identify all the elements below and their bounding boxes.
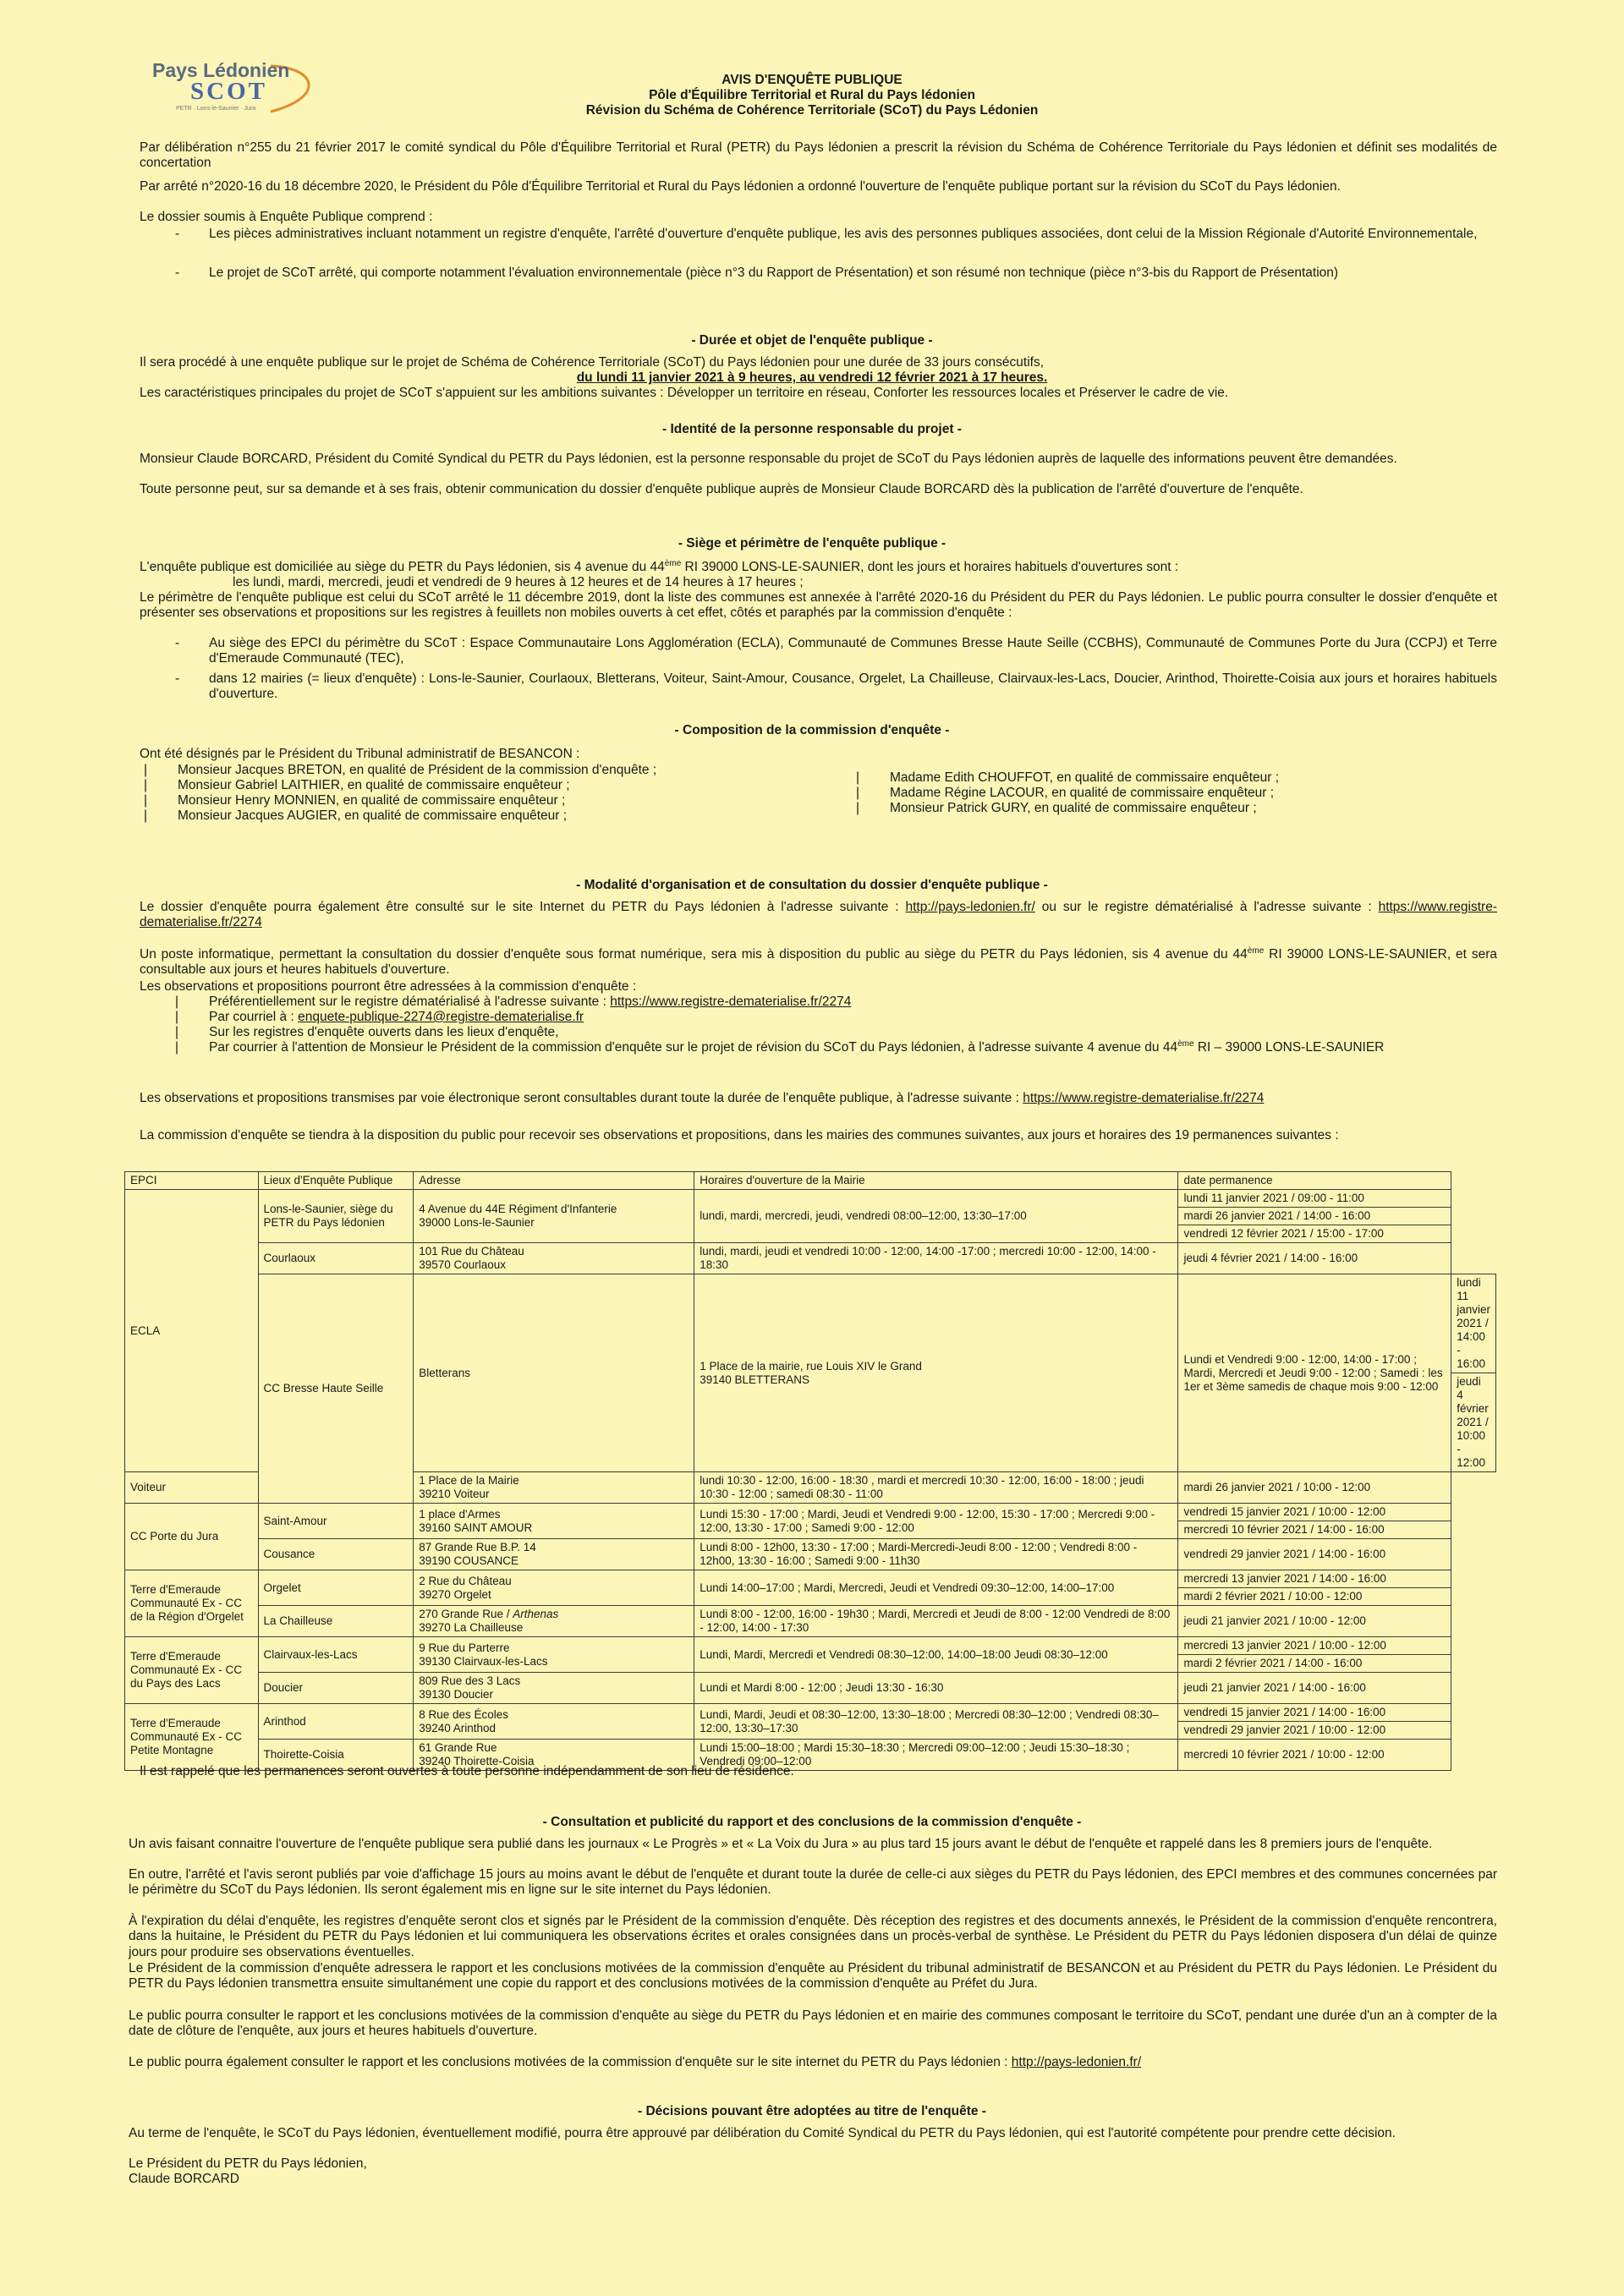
horaires-cell: Lundi 15:00–18:00 ; Mardi 15:30–18:30 ; Mercredi 09:00–12:00 ; Jeudi 15:30–18:30 ; Vendredi 09:00–12:00 bbox=[694, 1740, 1178, 1771]
member-left-3: | Monsieur Henry MONNIEN, en qualité de commissaire enquêteur ; bbox=[144, 793, 566, 808]
member-left-2: | Monsieur Gabriel LAITHIER, en qualité de commissaire enquêteur ; bbox=[144, 778, 570, 792]
date-permanence-cell: jeudi 21 janvier 2021 / 10:00 - 12:00 bbox=[1178, 1606, 1451, 1637]
siege-p1: L'enquête publique est domiciliée au siège du PETR du Pays lédonien, sis 4 avenue du 44ème RI 39000 LONS-LE-SAUNIER, dont les jours et horaires habituels d'ouvertures sont : bbox=[140, 558, 1179, 574]
siege-p2: les lundi, mardi, mercredi, jeudi et vendredi de 9 heures à 12 heures et de 14 heures à 17 heures ; bbox=[233, 575, 804, 589]
modalite-bullet-3: | Sur les registres d'enquête ouverts dans les lieux d'enquête, bbox=[175, 1025, 559, 1039]
consultation-p5: Le public pourra consulter le rapport et les conclusions motivées de la commission d'enquête au siège du PETR du Pays lédonien et en mairie des communes composant le territoire du SCoT, pendant une durée d'un an à compter de la date de clôture de l'enquête, aux jours et heures habituels d'ouverture. bbox=[129, 2008, 1497, 2039]
adresse-line: 2 Rue du Château bbox=[419, 1574, 512, 1587]
section-title-modalite: - Modalité d'organisation et de consultation du dossier d'enquête publique - bbox=[576, 878, 1048, 892]
member-right-1: | Madame Edith CHOUFFOT, en qualité de commissaire enquêteur ; bbox=[856, 770, 1280, 785]
siege-bullet-2: - dans 12 mairies (= lieux d'enquête) : Lons-le-Saunier, Courlaoux, Bletterans, Voiteur, Saint-Amour, Cousance, Orgelet, La Chailleuse, Clairvaux-les-Lacs, Doucier, Arinthod, Thoirette-Coisia aux jours et horaires habituels d'ouverture. bbox=[175, 671, 1497, 702]
identite-p1: Monsieur Claude BORCARD, Président du Comité Syndical du PETR du Pays lédonien, est la personne responsable du projet de SCoT du Pays lédonien auprès de laquelle des informations peuvent être demandées. bbox=[140, 452, 1397, 466]
table-header-row bbox=[125, 1172, 1496, 1190]
modalite-p5: La commission d'enquête se tiendra à la disposition du public pour recevoir ses observations et propositions, dans les mairies des communes suivantes, aux jours et horaires des 19 permanences suivantes : bbox=[140, 1128, 1339, 1143]
consultation-p6: Le public pourra également consulter le rapport et les conclusions motivées de la commission d'enquête sur le site internet du PETR du Pays lédonien : http://pays-ledonien.fr/ bbox=[129, 2055, 1142, 2069]
signature-name: Claude BORCARD bbox=[129, 2172, 239, 2186]
adresse-line: 39570 Courlaoux bbox=[419, 1258, 507, 1271]
lieu-cell: Doucier bbox=[258, 1673, 414, 1704]
lieu-cell: Bletterans bbox=[414, 1274, 694, 1472]
date-permanence-cell: vendredi 29 janvier 2021 / 10:00 - 12:00 bbox=[1178, 1722, 1451, 1740]
table-header-cell: Lieux d'Enquête Publique bbox=[258, 1172, 414, 1190]
adresse-line: 8 Rue des Écoles bbox=[419, 1707, 508, 1721]
date-permanence-cell: jeudi 4 février 2021 / 10:00 - 12:00 bbox=[1451, 1373, 1496, 1472]
modalite-p1: Le dossier d'enquête pourra également être consulté sur le site Internet du PETR du Pays lédonien à l'adresse suivante : http://pays-ledonien.fr/ ou sur le registre dématérialisé à l'adresse suivante : https://www.registre-dematerialise.fr/2274 bbox=[140, 900, 1497, 930]
adresse-cell bbox=[694, 1274, 1178, 1472]
horaires-cell: Lundi, Mardi, Jeudi et 08:30–12:00, 13:30–18:00 ; Mercredi 08:30–12:00 ; Vendredi 08:30–12:00, 13:30–17:30 bbox=[694, 1704, 1178, 1740]
adresse-line: 39130 Doucier bbox=[419, 1688, 493, 1701]
adresse-line: 39270 La Chailleuse bbox=[419, 1621, 524, 1634]
adresse-line: 101 Rue du Château bbox=[419, 1245, 524, 1258]
lieu-cell: Clairvaux-les-Lacs bbox=[258, 1637, 414, 1673]
adresse-line: 39240 Arinthod bbox=[419, 1721, 497, 1734]
consultation-p3: À l'expiration du délai d'enquête, les registres d'enquête seront clos et signés par le Président de la commission d'enquête. Dès réception des registres et des documents annexés, le Président de la commission d'enquête rencontrera, dans la huitaine, le Président du PETR du Pays lédonien et lui communiquera les observations écrites et orales consignées dans un procès-verbal de synthèse. Le Président du PETR du Pays lédonien disposera d'un délai de quinze jours pour produire ses observations éventuelles. bbox=[129, 1914, 1497, 1959]
member-left-4: | Monsieur Jacques AUGIER, en qualité de commissaire enquêteur ; bbox=[144, 808, 568, 823]
table-row bbox=[125, 1274, 1496, 1373]
adresse-line: 39240 Thoirette-Coisia bbox=[419, 1755, 535, 1767]
horaires-cell: Lundi 8:00 - 12:00, 16:00 - 19h30 ; Mardi, Mercredi et Jeudi de 8:00 - 12:00 Vendredi de 8:00 - 12:00, 14:00 - 17:30 bbox=[694, 1606, 1178, 1637]
duree-p1: Il sera procédé à une enquête publique sur le projet de Schéma de Cohérence Territoriale (SCoT) du Pays lédonien pour une durée de 33 jours consécutifs, bbox=[140, 355, 1045, 370]
intro-p3: Le dossier soumis à Enquête Publique comprend : bbox=[140, 210, 433, 224]
lieu-cell: Cousance bbox=[258, 1539, 414, 1570]
email-link[interactable]: enquete-publique-2274@registre-dematerialise.fr bbox=[298, 1010, 584, 1024]
lieu-cell: Thoirette-Coisia bbox=[258, 1740, 414, 1771]
logo-line2: SCOT bbox=[190, 78, 267, 105]
epci-cell: Terre d'Emeraude Communauté Ex - CC de la Région d'Orgelet bbox=[125, 1570, 259, 1637]
horaires-cell: Lundi et Vendredi 9:00 - 12:00, 14:00 - 17:00 ; Mardi, Mercredi et Jeudi 9:00 - 12:00 ; Samedi : les 1er et 3ème samedis de chaque mois 9:00 - 12:00 bbox=[1178, 1274, 1451, 1472]
epci-cell: Terre d'Emeraude Communauté Ex - CC du Pays des Lacs bbox=[125, 1637, 259, 1704]
table-row bbox=[125, 1704, 1496, 1722]
section-title-identite: - Identité de la personne responsable du projet - bbox=[662, 422, 962, 436]
adresse-line: 39140 BLETTERANS bbox=[700, 1373, 810, 1386]
modalite-p3: Les observations et propositions pourront être adressées à la commission d'enquête : bbox=[140, 979, 637, 994]
epci-cell: Terre d'Emeraude Communauté Ex - CC Petite Montagne bbox=[125, 1704, 259, 1771]
duree-p3: Les caractéristiques principales du projet de SCoT s'appuient sur les ambitions suivantes : Développer un territoire en réseau, Conforter les ressources locales et Préserver le cadre de vie. bbox=[140, 386, 1229, 400]
adresse-cell bbox=[414, 1504, 694, 1539]
adresse-cell bbox=[414, 1472, 694, 1504]
adresse-cell bbox=[414, 1673, 694, 1704]
epci-cell: CC Bresse Haute Seille bbox=[258, 1274, 414, 1504]
page-title: AVIS D'ENQUÊTE PUBLIQUE bbox=[721, 73, 903, 87]
lieu-cell: Orgelet bbox=[258, 1570, 414, 1606]
horaires-cell: lundi 10:30 - 12:00, 16:00 - 18:30 , mardi et mercredi 10:30 - 12:00, 16:00 - 18:00 ; jeudi 10:30 - 12:00 ; samedi 08:30 - 11:00 bbox=[694, 1472, 1178, 1504]
lieu-cell: Voiteur bbox=[125, 1472, 259, 1504]
site-link[interactable]: http://pays-ledonien.fr/ bbox=[905, 900, 1035, 914]
adresse-italic: Arthenas bbox=[513, 1608, 559, 1620]
decisions-p1: Au terme de l'enquête, le SCoT du Pays lédonien, éventuellement modifié, pourra être approuvé par délibération du Comité Syndical du PETR du Pays lédonien, qui est l'autorité compétente pour prendre cette décision. bbox=[129, 2126, 1396, 2140]
page-subtitle-2: Révision du Schéma de Cohérence Territoriale (SCoT) du Pays Lédonien bbox=[585, 103, 1039, 118]
member-right-3: | Monsieur Patrick GURY, en qualité de commissaire enquêteur ; bbox=[856, 801, 1257, 815]
date-permanence-cell: mercredi 10 février 2021 / 10:00 - 12:00 bbox=[1178, 1740, 1451, 1771]
horaires-cell: Lundi 15:30 - 17:00 ; Mardi, Jeudi et Vendredi 9:00 - 12:00, 15:30 - 17:00 ; Mercredi 9:00 - 12:00, 13:30 - 17:00 ; Samedi 9:00 - 12:00 bbox=[694, 1504, 1178, 1539]
permanences-table bbox=[124, 1171, 1496, 1771]
section-title-siege: - Siège et périmètre de l'enquête publique - bbox=[678, 536, 946, 551]
adresse-cell bbox=[414, 1190, 694, 1243]
siege-bullet-1: - Au siège des EPCI du périmètre du SCoT : Espace Communautaire Lons Agglomération (ECLA), Communauté de Communes Bresse Haute Seille (CCBHS), Communauté de Communes Porte du Jura (CCPJ) et Terre d'Emeraude Communauté (TEC), bbox=[175, 636, 1497, 666]
intro-bullet-2: - Le projet de SCoT arrêté, qui comporte notamment l'évaluation environnementale (pièce n°3 du Rapport de Présentation) et son résumé non technique (pièce n°3-bis du Rapport de Présentation) bbox=[175, 266, 1339, 280]
horaires-cell: Lundi 8:00 - 12h00, 13:30 - 17:00 ; Mardi-Mercredi-Jeudi 8:00 - 12:00 ; Vendredi 8:00 - 12h00, 13:30 - 16:00 ; Samedi 9:00 - 11h30 bbox=[694, 1539, 1178, 1570]
composition-p1: Ont été désignés par le Président du Tribunal administratif de BESANCON : bbox=[140, 747, 580, 761]
adresse-cell bbox=[414, 1704, 694, 1740]
date-permanence-cell: jeudi 4 février 2021 / 14:00 - 16:00 bbox=[1178, 1243, 1451, 1274]
table-header-cell: Horaires d'ouverture de la Mairie bbox=[694, 1172, 1178, 1190]
modalite-p4: Les observations et propositions transmises par voie électronique seront consultables durant toute la durée de l'enquête publique, à l'adresse suivante : https://www.registre-dematerialise.fr/2274 bbox=[140, 1091, 1265, 1105]
page-subtitle: Pôle d'Équilibre Territorial et Rural du Pays lédonien bbox=[649, 88, 975, 102]
registre-link-3[interactable]: https://www.registre-dematerialise.fr/2274 bbox=[1023, 1091, 1265, 1105]
table-row bbox=[125, 1243, 1496, 1274]
consultation-p1: Un avis faisant connaitre l'ouverture de l'enquête publique sera publié dans les journaux « Le Progrès » et « La Voix du Jura » au plus tard 15 jours avant le début de l'enquête et rappelé dans les 8 premiers jours de l'enquête. bbox=[129, 1837, 1433, 1851]
consultation-p4: Le Président de la commission d'enquête adressera le rapport et les conclusions motivées de la commission d'enquête au Président du tribunal administratif de BESANCON et au Président du PETR du Pays lédonien. Le Président du PETR du Pays lédonien transmettra ensuite simultanément une copie du rapport et des conclusions motivées de la commission d'enquête au Préfet du Jura. bbox=[129, 1961, 1497, 1992]
table-header-cell: date permanence bbox=[1178, 1172, 1451, 1190]
table-row bbox=[125, 1570, 1496, 1588]
modalite-bullet-2: | Par courriel à : enquete-publique-2274@registre-dematerialise.fr bbox=[175, 1010, 584, 1024]
lieu-cell: La Chailleuse bbox=[258, 1606, 414, 1637]
date-permanence-cell: lundi 11 janvier 2021 / 09:00 - 11:00 bbox=[1178, 1190, 1451, 1208]
modalite-p2: Un poste informatique, permettant la consultation du dossier d'enquête sous format numérique, sera mis à disposition du public au siège du PETR du Pays lédonien, sis 4 avenue du 44ème RI 39000 LONS-LE-SAUNIER, et sera consultable aux jours et heures habituels d'ouverture. bbox=[140, 945, 1497, 978]
lieu-cell: Arinthod bbox=[258, 1704, 414, 1740]
date-permanence-cell: vendredi 15 janvier 2021 / 10:00 - 12:00 bbox=[1178, 1504, 1451, 1521]
site-link-2[interactable]: http://pays-ledonien.fr/ bbox=[1011, 2055, 1142, 2069]
intro-p2: Par arrêté n°2020-16 du 18 décembre 2020, le Président du Pôle d'Équilibre Territorial et Rural du Pays lédonien a ordonné l'ouverture de l'enquête publique portant sur la révision du SCoT du Pays lédonien. bbox=[140, 179, 1341, 194]
horaires-cell: lundi, mardi, mercredi, jeudi, vendredi 08:00–12:00, 13:30–17:00 bbox=[694, 1190, 1178, 1243]
identite-p2: Toute personne peut, sur sa demande et à ses frais, obtenir communication du dossier d'enquête publique auprès de Monsieur Claude BORCARD dès la publication de l'arrêté d'ouverture de l'enquête. bbox=[140, 482, 1303, 496]
modalite-bullet-4: | Par courrier à l'attention de Monsieur le Président de la commission d'enquête sur le projet de révision du SCoT du Pays lédonien, à l'adresse suivante 4 avenue du 44ème RI – 39000 LONS-LE-SAUNIER bbox=[175, 1038, 1385, 1055]
epci-cell: CC Porte du Jura bbox=[125, 1504, 259, 1570]
siege-p3: Le périmètre de l'enquête publique est celui du SCoT arrêté le 11 décembre 2019, dont la liste des communes est annexée à l'arrêté 2020-16 du Président du PER du Pays lédonien. Le public pourra consulter le dossier d'enquête et présenter ses observations et propositions sur les registres à feuillets non mobiles ouverts à cet effet, côtés et paraphés par la commission d'enquête : bbox=[140, 590, 1497, 621]
logo-line3: PETR · Lons-le-Saunier · Jura bbox=[176, 106, 256, 112]
adresse-line: 1 Place de la Mairie bbox=[419, 1474, 519, 1487]
horaires-cell: lundi, mardi, jeudi et vendredi 10:00 - 12:00, 14:00 -17:00 ; mercredi 10:00 - 12:00, 14:00 - 18:30 bbox=[694, 1243, 1178, 1274]
lieu-cell: Lons-le-Saunier, siège du PETR du Pays lédonien bbox=[258, 1190, 414, 1243]
section-title-decisions: - Décisions pouvant être adoptées au titre de l'enquête - bbox=[638, 2104, 986, 2118]
modalite-bullet-1: | Préférentiellement sur le registre dématérialisé à l'adresse suivante : https://www.registre-dematerialise.fr/2274 bbox=[175, 995, 852, 1009]
table-row bbox=[125, 1504, 1496, 1521]
adresse-cell bbox=[414, 1570, 694, 1606]
date-permanence-cell: mercredi 10 février 2021 / 14:00 - 16:00 bbox=[1178, 1521, 1451, 1539]
adresse-line: 61 Grande Rue bbox=[419, 1741, 497, 1754]
date-permanence-cell: mercredi 13 janvier 2021 / 14:00 - 16:00 bbox=[1178, 1570, 1451, 1588]
date-permanence-cell: jeudi 21 janvier 2021 / 14:00 - 16:00 bbox=[1178, 1673, 1451, 1704]
section-title-consultation: - Consultation et publicité du rapport et des conclusions de la commission d'enquête - bbox=[542, 1815, 1082, 1829]
adresse-line: 39210 Voiteur bbox=[419, 1488, 490, 1500]
adresse-line: 1 Place de la mairie, rue Louis XIV le Grand bbox=[700, 1359, 922, 1373]
table-row bbox=[125, 1190, 1496, 1208]
consultation-p2: En outre, l'arrêté et l'avis seront publiés par voie d'affichage 15 jours au moins avant le début de l'enquête et durant toute la durée de celle-ci aux sièges du PETR du Pays lédonien, des EPCI membres et des communes concernées par le périmètre du SCoT du Pays lédonien. Ils seront également mis en ligne sur le site internet du Pays lédonien. bbox=[129, 1867, 1497, 1898]
adresse-cell bbox=[414, 1606, 694, 1637]
horaires-cell: Lundi, Mardi, Mercredi et Vendredi 08:30–12:00, 14:00–18:00 Jeudi 08:30–12:00 bbox=[694, 1637, 1178, 1673]
date-permanence-cell: lundi 11 janvier 2021 / 14:00 - 16:00 bbox=[1451, 1274, 1496, 1373]
horaires-cell: Lundi et Mardi 8:00 - 12:00 ; Jeudi 13:30 - 16:30 bbox=[694, 1673, 1178, 1704]
adresse-line: 9 Rue du Parterre bbox=[419, 1641, 510, 1654]
intro-bullet-1: - Les pièces administratives incluant notamment un registre d'enquête, l'arrêté d'ouverture d'enquête publique, les avis des personnes publiques associées, dont celui de la Mission Régionale d'Autorité Environnementale, bbox=[175, 227, 1478, 241]
lieu-cell: Courlaoux bbox=[258, 1243, 414, 1274]
adresse-line: 809 Rue des 3 Lacs bbox=[419, 1674, 521, 1687]
duree-dates: du lundi 11 janvier 2021 à 9 heures, au vendredi 12 février 2021 à 17 heures. bbox=[576, 370, 1048, 385]
lieu-cell: Saint-Amour bbox=[258, 1504, 414, 1539]
adresse-line: 39160 SAINT AMOUR bbox=[419, 1521, 533, 1534]
epci-cell: ECLA bbox=[125, 1190, 259, 1472]
registre-link[interactable]: https://www.registre-dematerialise.fr/2274 bbox=[140, 900, 1497, 930]
table-row bbox=[125, 1606, 1496, 1637]
after-table-note: Il est rappelé que les permanences seront ouvertes à toute personne indépendamment de son lieu de résidence. bbox=[140, 1764, 794, 1778]
member-right-2: | Madame Régine LACOUR, en qualité de commissaire enquêteur ; bbox=[856, 786, 1275, 800]
adresse-line: 87 Grande Rue B.P. 14 bbox=[419, 1541, 536, 1553]
date-permanence-cell: vendredi 12 février 2021 / 15:00 - 17:00 bbox=[1178, 1225, 1451, 1243]
horaires-cell: Lundi 14:00–17:00 ; Mardi, Mercredi, Jeudi et Vendredi 09:30–12:00, 14:00–17:00 bbox=[694, 1570, 1178, 1606]
adresse-line: 4 Avenue du 44E Régiment d'Infanterie bbox=[419, 1203, 617, 1215]
adresse-line: 1 place d'Armes bbox=[419, 1507, 501, 1521]
date-permanence-cell: mardi 26 janvier 2021 / 14:00 - 16:00 bbox=[1178, 1208, 1451, 1225]
table-row bbox=[125, 1673, 1496, 1704]
adresse-line: 39130 Clairvaux-les-Lacs bbox=[419, 1654, 548, 1668]
section-title-duree: - Durée et objet de l'enquête publique - bbox=[691, 333, 933, 348]
date-permanence-cell: mardi 26 janvier 2021 / 10:00 - 12:00 bbox=[1178, 1472, 1451, 1504]
date-permanence-cell: vendredi 29 janvier 2021 / 14:00 - 16:00 bbox=[1178, 1539, 1451, 1570]
date-permanence-cell: mardi 2 février 2021 / 14:00 - 16:00 bbox=[1178, 1655, 1451, 1673]
date-permanence-cell: mardi 2 février 2021 / 10:00 - 12:00 bbox=[1178, 1588, 1451, 1606]
adresse-line: 39270 Orgelet bbox=[419, 1587, 491, 1601]
intro-p1: Par délibération n°255 du 21 février 2017 le comité syndical du Pôle d'Équilibre Territorial et Rural (PETR) du Pays lédonien a prescrit la révision du Schéma de Cohérence Territoriale du Pays lédonien et définit ses modalités de concertation bbox=[140, 140, 1497, 171]
table-header-cell: EPCI bbox=[125, 1172, 259, 1190]
signature-title: Le Président du PETR du Pays lédonien, bbox=[129, 2156, 367, 2171]
date-permanence-cell: mercredi 13 janvier 2021 / 10:00 - 12:00 bbox=[1178, 1637, 1451, 1655]
adresse-cell bbox=[414, 1637, 694, 1673]
logo-line1: Pays Lédonien bbox=[152, 59, 290, 81]
table-header-cell: Adresse bbox=[414, 1172, 694, 1190]
date-permanence-cell: vendredi 15 janvier 2021 / 14:00 - 16:00 bbox=[1178, 1704, 1451, 1722]
adresse-cell bbox=[414, 1539, 694, 1570]
section-title-composition: - Composition de la commission d'enquête - bbox=[674, 723, 950, 737]
adresse-line: 39190 COUSANCE bbox=[419, 1554, 518, 1567]
member-left-1: | Monsieur Jacques BRETON, en qualité de Président de la commission d'enquête ; bbox=[144, 763, 657, 777]
adresse-cell bbox=[414, 1243, 694, 1274]
table-row bbox=[125, 1539, 1496, 1570]
table-row bbox=[125, 1637, 1496, 1655]
registre-link-2[interactable]: https://www.registre-dematerialise.fr/2274 bbox=[610, 995, 852, 1009]
adresse-line: 270 Grande Rue / Arthenas bbox=[419, 1608, 559, 1620]
adresse-line: 39000 Lons-le-Saunier bbox=[419, 1216, 535, 1229]
